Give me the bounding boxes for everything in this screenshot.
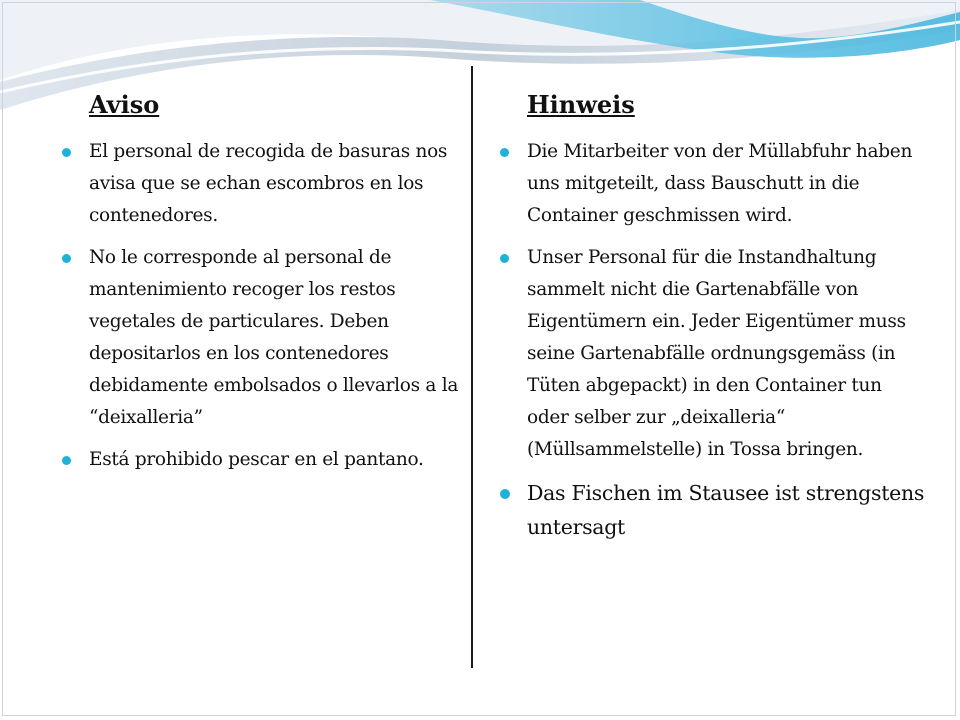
spanish-bullet-2 [60, 242, 470, 434]
german-bullet-list [498, 136, 928, 544]
bullet-dot-icon [500, 148, 509, 157]
bullet-dot-icon [500, 489, 510, 499]
german-heading: Hinweis [527, 90, 635, 119]
bullet-text: Die Mitarbeiter von der Müllabfuhr haben uns mitgeteilt, dass Bauschutt in die Container geschmissen wird. [527, 141, 913, 226]
german-bullet-2 [498, 242, 928, 466]
german-bullet-3 [498, 476, 928, 544]
spanish-column [60, 88, 470, 486]
german-column [498, 88, 928, 554]
bullet-text: Das Fischen im Stausee ist strengstens untersagt [527, 481, 925, 539]
bullet-text: Está prohibido pescar en el pantano. [89, 449, 424, 470]
spanish-bullet-3 [60, 444, 470, 476]
bullet-text: No le corresponde al personal de mantenimiento recoger los restos vegetales de particulares. Deben depositarlos en los contenedores debidamente embolsados o llevarlos a la “deixalleria” [89, 247, 459, 428]
bullet-dot-icon [62, 456, 71, 465]
bullet-dot-icon [62, 254, 71, 263]
spanish-heading: Aviso [89, 90, 160, 119]
bullet-text: Unser Personal für die Instandhaltung sammelt nicht die Gartenabfälle von Eigentümern ein. Jeder Eigentümer muss seine Gartenabfälle ordnungsgemäss (in Tüten abgepackt) in den Container tun oder selber zur „deixalleria“ (Müllsammelstelle) in Tossa bringen. [527, 247, 906, 460]
bullet-dot-icon [62, 148, 71, 157]
bullet-text: El personal de recogida de basuras nos avisa que se echan escombros en los contenedores. [89, 141, 448, 226]
spanish-bullet-1 [60, 136, 470, 232]
german-bullet-1 [498, 136, 928, 232]
spanish-bullet-list [60, 136, 470, 476]
bullet-dot-icon [500, 254, 509, 263]
column-divider [471, 66, 473, 668]
